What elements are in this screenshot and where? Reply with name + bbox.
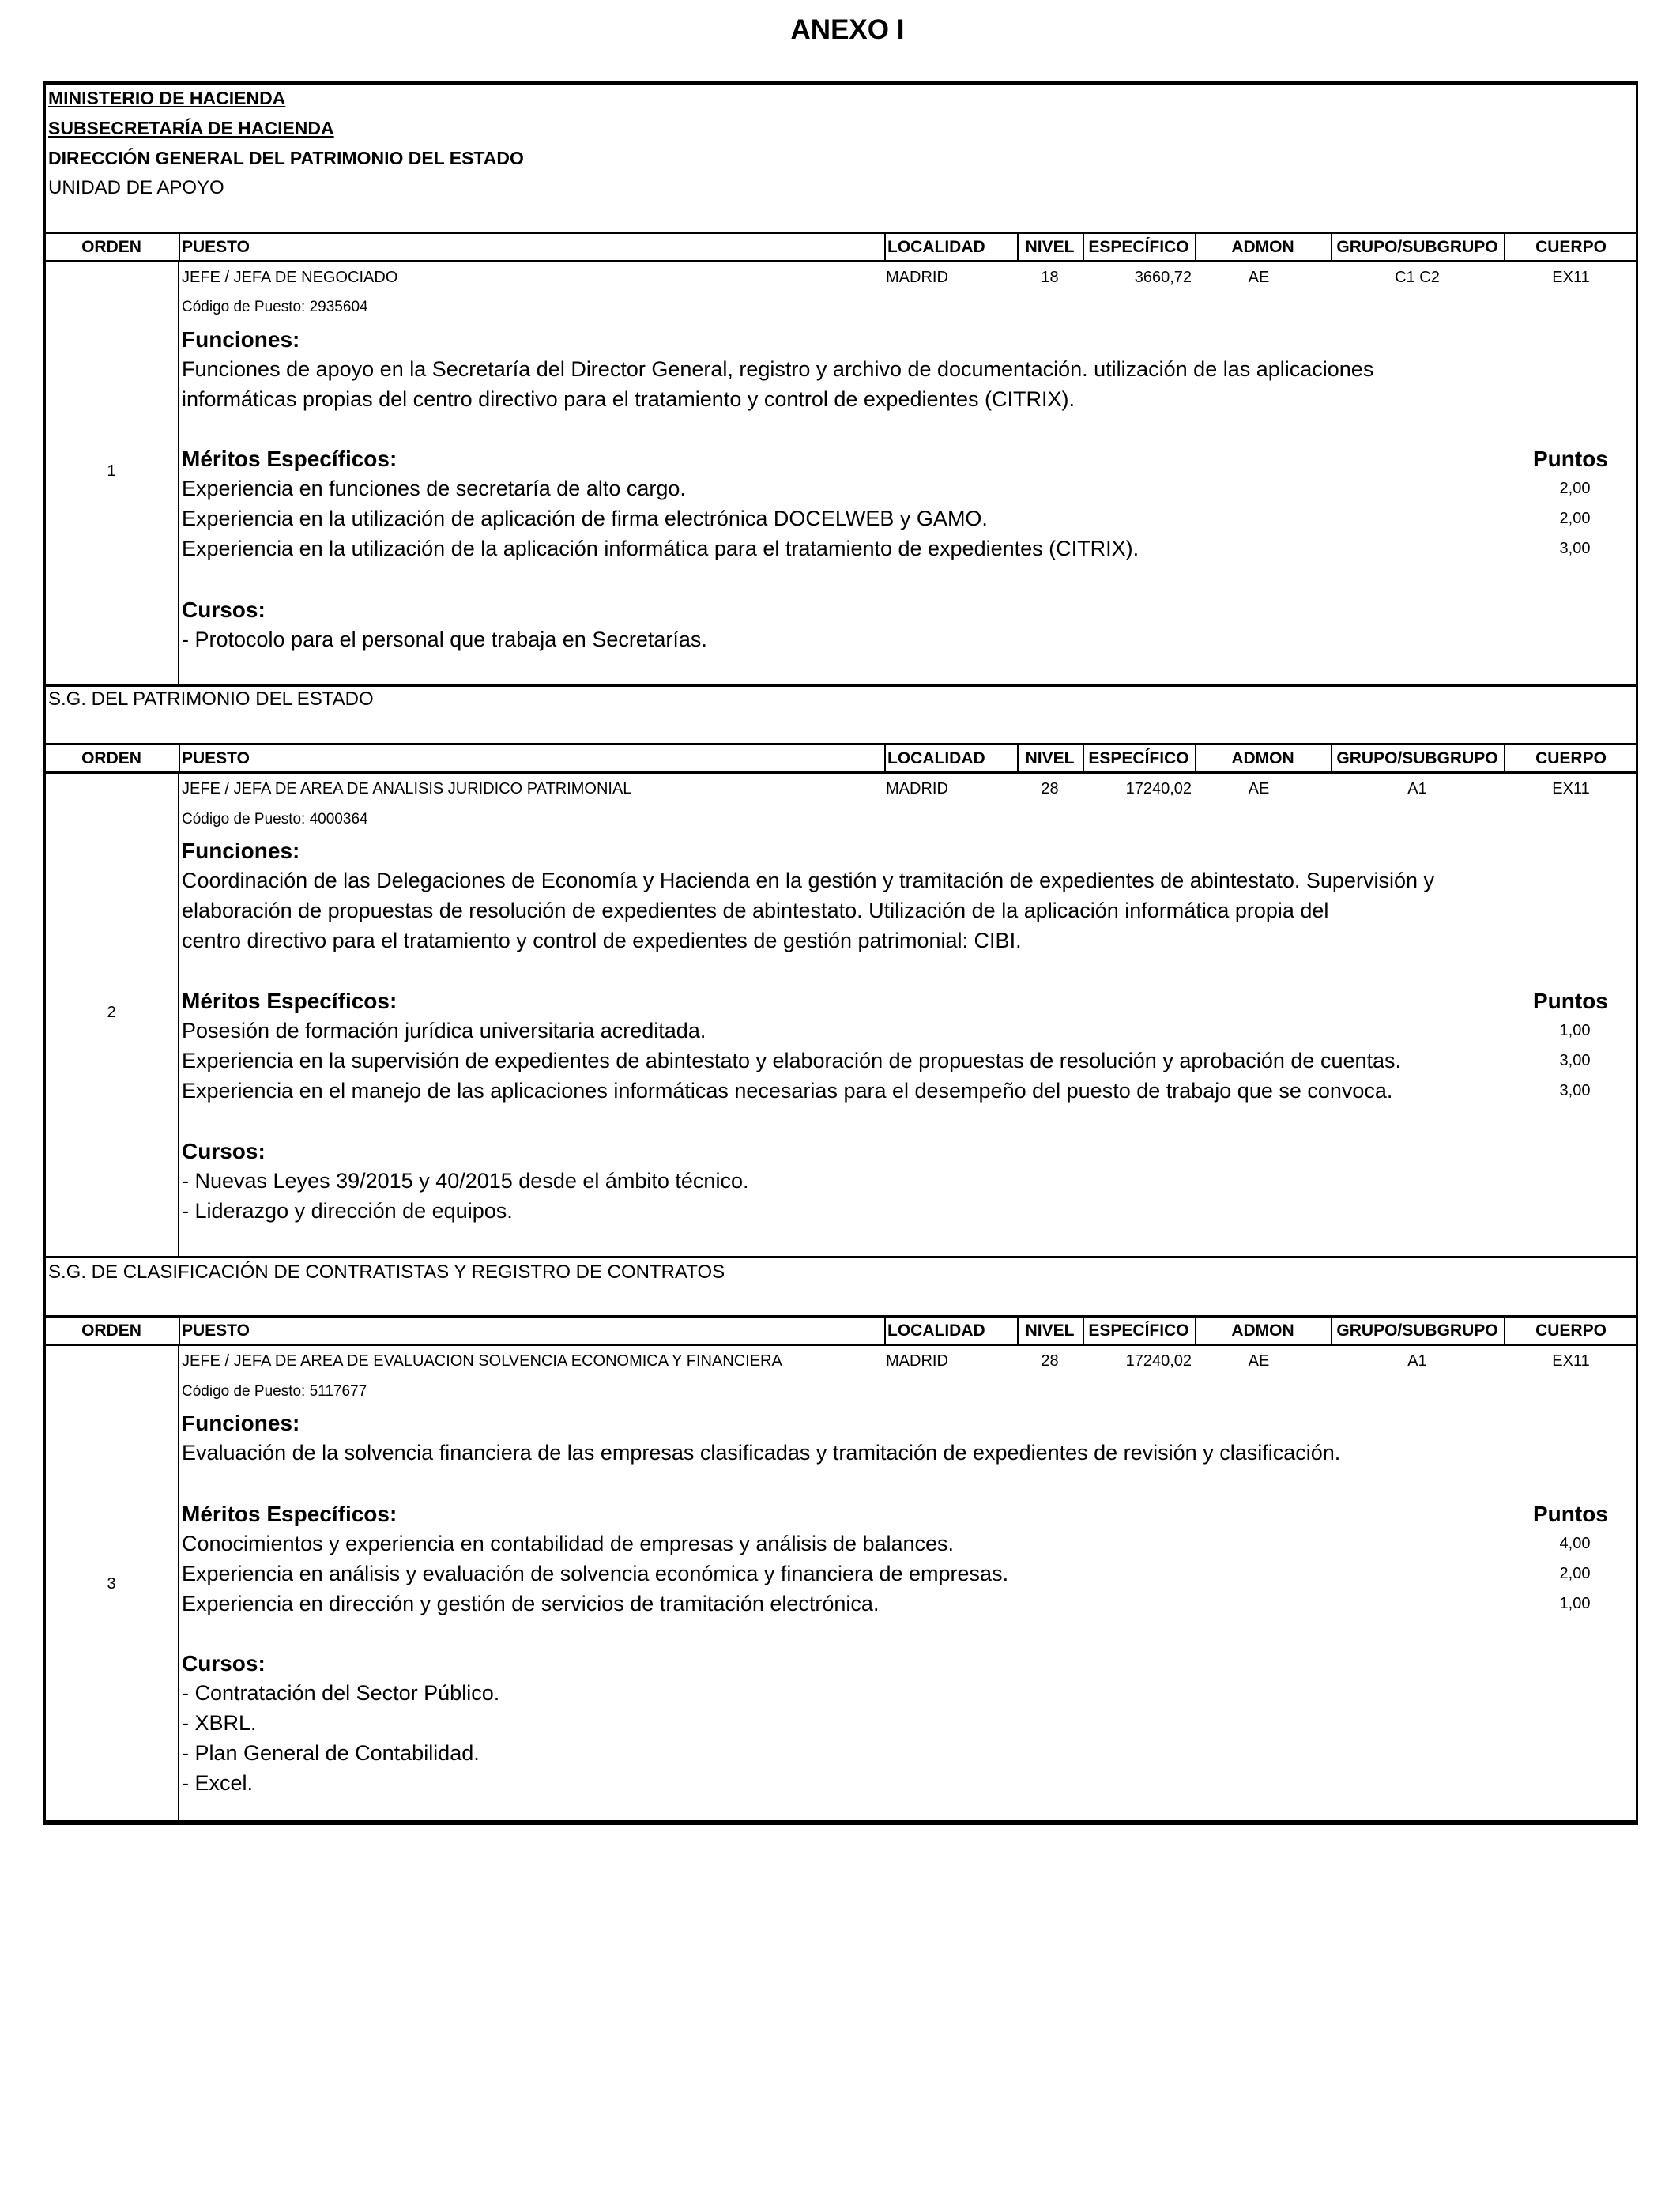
header-column-rule xyxy=(179,1317,180,1344)
localidad-value: MADRID xyxy=(886,780,948,797)
especifico-value: 17240,02 xyxy=(1125,780,1192,797)
header-column-rule xyxy=(884,1317,886,1344)
merito-puntos: 3,00 xyxy=(1559,1082,1591,1099)
merito-item: Posesión de formación jurídica universitaria acreditada. xyxy=(182,1019,706,1042)
grupo-value: A1 xyxy=(1407,1352,1427,1370)
unit-name: S.G. DE CLASIFICACIÓN DE CONTRATISTAS Y REGISTRO DE CONTRATOS xyxy=(48,1261,725,1283)
localidad-value: MADRID xyxy=(886,1352,948,1370)
column-header-orden: ORDEN xyxy=(81,238,141,256)
funciones-line: elaboración de propuestas de resolución de expedientes de abintestato. Utilización de la aplicación informática propia del xyxy=(182,899,1329,922)
grupo-value: C1 C2 xyxy=(1395,269,1440,286)
merito-puntos: 1,00 xyxy=(1559,1595,1591,1612)
nivel-value: 28 xyxy=(1041,1352,1059,1370)
codigo-puesto: Código de Puesto: 2935604 xyxy=(182,299,368,315)
curso-item: - Protocolo para el personal que trabaja en Secretarías. xyxy=(182,628,707,651)
merito-item: Experiencia en la utilización de aplicación de firma electrónica DOCELWEB y GAMO. xyxy=(182,507,988,530)
section-bottom-rule xyxy=(43,1256,1638,1258)
header-bottom-rule xyxy=(43,260,1638,262)
merito-puntos: 2,00 xyxy=(1559,480,1591,497)
direccion-name: DIRECCIÓN GENERAL DEL PATRIMONIO DEL ESTADO xyxy=(48,148,524,168)
curso-item: - Excel. xyxy=(182,1771,254,1795)
column-header-localidad: LOCALIDAD xyxy=(887,1321,985,1340)
orden-number: 1 xyxy=(107,462,116,480)
merito-item: Experiencia en análisis y evaluación de solvencia económica y financiera de empresas. xyxy=(182,1562,1009,1585)
nivel-value: 28 xyxy=(1041,780,1059,797)
merito-puntos: 3,00 xyxy=(1559,540,1591,557)
column-header-grupo: GRUPO/SUBGRUPO xyxy=(1336,749,1498,767)
admon-value: AE xyxy=(1248,1352,1270,1370)
orden-number: 2 xyxy=(107,1004,116,1021)
column-header-nivel: NIVEL xyxy=(1025,1321,1075,1340)
cursos-label: Cursos: xyxy=(182,598,266,622)
meritos-label: Méritos Específicos: xyxy=(182,1502,397,1526)
header-top-rule xyxy=(43,743,1638,745)
column-header-localidad: LOCALIDAD xyxy=(887,238,985,256)
puntos-label: Puntos xyxy=(1533,1502,1608,1526)
cuerpo-value: EX11 xyxy=(1552,269,1590,286)
unit-name: UNIDAD DE APOYO xyxy=(48,177,224,198)
ministry-name: MINISTERIO DE HACIENDA xyxy=(48,88,286,108)
header-column-rule xyxy=(884,745,886,772)
merito-puntos: 4,00 xyxy=(1559,1535,1591,1552)
column-header-orden: ORDEN xyxy=(81,1321,141,1340)
meritos-label: Méritos Específicos: xyxy=(182,447,397,471)
merito-item: Experiencia en el manejo de las aplicaciones informáticas necesarias para el desempeño del puesto de trabajo que se convoca. xyxy=(182,1079,1393,1103)
cuerpo-value: EX11 xyxy=(1552,1352,1590,1370)
especifico-value: 3660,72 xyxy=(1134,269,1192,286)
merito-item: Conocimientos y experiencia en contabilidad de empresas y análisis de balances. xyxy=(182,1532,955,1555)
column-header-localidad: LOCALIDAD xyxy=(887,749,985,767)
funciones-label: Funciones: xyxy=(182,327,300,352)
puesto-name: JEFE / JEFA DE NEGOCIADO xyxy=(182,269,398,286)
column-header-grupo: GRUPO/SUBGRUPO xyxy=(1336,238,1498,256)
admon-value: AE xyxy=(1248,780,1270,797)
funciones-label: Funciones: xyxy=(182,1411,300,1435)
column-header-cuerpo: CUERPO xyxy=(1535,1321,1607,1340)
nivel-value: 18 xyxy=(1041,269,1059,286)
column-header-puesto: PUESTO xyxy=(182,238,250,256)
header-column-rule xyxy=(179,745,180,772)
cursos-label: Cursos: xyxy=(182,1139,266,1163)
column-header-orden: ORDEN xyxy=(81,749,141,767)
funciones-line: informáticas propias del centro directivo para el tratamiento y control de expedientes (CITRIX). xyxy=(182,387,1075,411)
curso-item: - Nuevas Leyes 39/2015 y 40/2015 desde el ámbito técnico. xyxy=(182,1169,749,1193)
header-top-rule xyxy=(43,232,1638,234)
section-bottom-rule xyxy=(43,684,1638,687)
column-header-especifico: ESPECÍFICO xyxy=(1088,749,1189,767)
column-header-nivel: NIVEL xyxy=(1025,749,1075,767)
column-header-admon: ADMON xyxy=(1231,238,1294,256)
merito-item: Experiencia en dirección y gestión de servicios de tramitación electrónica. xyxy=(182,1592,880,1615)
section-bottom-rule xyxy=(43,1823,1638,1825)
column-header-puesto: PUESTO xyxy=(182,1321,250,1340)
funciones-line: centro directivo para el tratamiento y control de expedientes de gestión patrimonial: CIBI. xyxy=(182,929,1022,952)
funciones-line: Evaluación de la solvencia financiera de las empresas clasificadas y tramitación de expedientes de revisión y clasificación. xyxy=(182,1441,1341,1465)
meritos-label: Méritos Específicos: xyxy=(182,989,397,1013)
funciones-line: Funciones de apoyo en la Secretaría del Director General, registro y archivo de documentación. utilización de las aplicaciones xyxy=(182,357,1374,381)
curso-item: - Contratación del Sector Público. xyxy=(182,1681,500,1705)
column-header-especifico: ESPECÍFICO xyxy=(1088,238,1189,256)
merito-item: Experiencia en la utilización de la aplicación informática para el tratamiento de expedientes (CITRIX). xyxy=(182,537,1139,560)
curso-item: - XBRL. xyxy=(182,1711,257,1735)
codigo-puesto: Código de Puesto: 4000364 xyxy=(182,811,368,827)
column-header-admon: ADMON xyxy=(1231,749,1294,767)
puesto-name: JEFE / JEFA DE AREA DE ANALISIS JURIDICO PATRIMONIAL xyxy=(182,780,632,797)
merito-puntos: 3,00 xyxy=(1559,1052,1591,1069)
merito-puntos: 2,00 xyxy=(1559,510,1591,527)
cuerpo-value: EX11 xyxy=(1552,780,1590,797)
header-column-rule xyxy=(884,233,886,261)
grupo-value: A1 xyxy=(1407,780,1427,797)
funciones-line: Coordinación de las Delegaciones de Economía y Hacienda en la gestión y tramitación de expedientes de abintestato. Supervisión y xyxy=(182,869,1434,892)
header-bottom-rule xyxy=(43,1344,1638,1346)
puesto-name: JEFE / JEFA DE AREA DE EVALUACION SOLVENCIA ECONOMICA Y FINANCIERA xyxy=(182,1352,782,1370)
admon-value: AE xyxy=(1248,269,1270,286)
puntos-label: Puntos xyxy=(1533,989,1608,1013)
column-header-cuerpo: CUERPO xyxy=(1535,238,1607,256)
column-header-nivel: NIVEL xyxy=(1025,238,1075,256)
cursos-label: Cursos: xyxy=(182,1651,266,1676)
curso-item: - Plan General de Contabilidad. xyxy=(182,1741,480,1765)
merito-puntos: 2,00 xyxy=(1559,1565,1591,1582)
curso-item: - Liderazgo y dirección de equipos. xyxy=(182,1199,513,1223)
merito-item: Experiencia en la supervisión de expedientes de abintestato y elaboración de propuestas de resolución y aprobación de cuentas. xyxy=(182,1049,1402,1072)
subsecretaria-name: SUBSECRETARÍA DE HACIENDA xyxy=(48,118,334,138)
page-title: ANEXO I xyxy=(790,14,905,45)
merito-puntos: 1,00 xyxy=(1559,1022,1591,1039)
column-header-especifico: ESPECÍFICO xyxy=(1088,1321,1189,1340)
column-header-cuerpo: CUERPO xyxy=(1535,749,1607,767)
column-header-puesto: PUESTO xyxy=(182,749,250,767)
unit-name: S.G. DEL PATRIMONIO DEL ESTADO xyxy=(48,688,374,710)
puntos-label: Puntos xyxy=(1533,447,1608,471)
orden-number: 3 xyxy=(107,1575,116,1593)
header-bottom-rule xyxy=(43,771,1638,774)
especifico-value: 17240,02 xyxy=(1125,1352,1192,1370)
localidad-value: MADRID xyxy=(886,269,948,286)
column-header-grupo: GRUPO/SUBGRUPO xyxy=(1336,1321,1498,1340)
header-top-rule xyxy=(43,1315,1638,1318)
header-column-rule xyxy=(179,233,180,261)
funciones-label: Funciones: xyxy=(182,839,300,863)
codigo-puesto: Código de Puesto: 5117677 xyxy=(182,1383,367,1400)
merito-item: Experiencia en funciones de secretaría de alto cargo. xyxy=(182,477,686,500)
column-header-admon: ADMON xyxy=(1231,1321,1294,1340)
